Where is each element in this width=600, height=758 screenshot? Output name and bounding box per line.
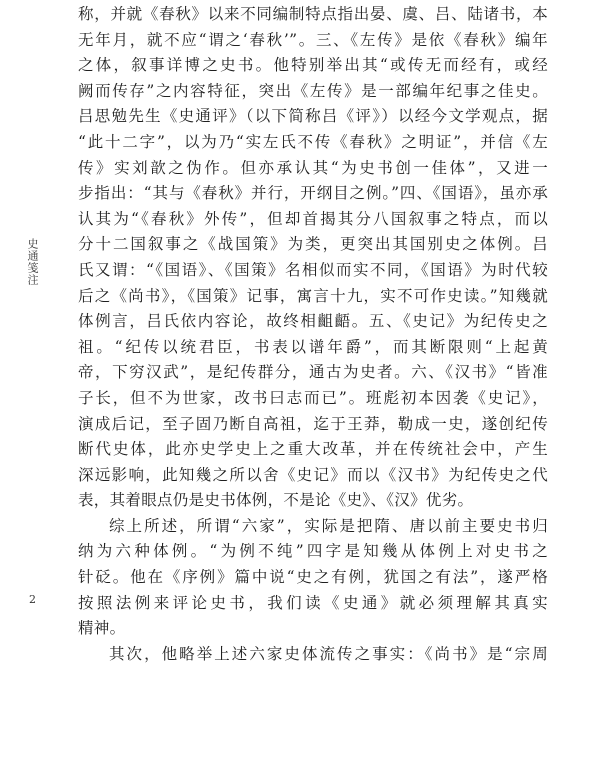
text-line: 认其为“《春秋》外传”，但却首揭其分八国叙事之特点，而以 xyxy=(78,209,548,228)
text-line: “此十二字”，以为乃“实左氏不传《春秋》之明证”，并信《左 xyxy=(78,132,548,151)
text-line: 按照法例来评论史书，我们读《史通》就必须理解其真实 xyxy=(78,593,548,612)
text-line: 阙而传存”之内容特征，突出《左传》是一部编年纪事之佳史。 xyxy=(78,81,548,100)
text-line: 体例言，吕氏依内容论，故终相齟齬。五、《史记》为纪传史之 xyxy=(78,312,548,331)
text-line: 断代史体，此亦史学史上之重大改革，并在传统社会中，产生 xyxy=(78,440,548,459)
text-line: 传》实刘歆之伪作。但亦承认其“为史书创一佳体”，又进一 xyxy=(78,158,548,177)
text-line: 步指出：“其与《春秋》并行，开纲目之例。”四、《国语》，虽亦承 xyxy=(78,184,548,203)
text-line: 无年月，就不应“谓之‘春秋’”。三、《左传》是依《春秋》编年 xyxy=(78,30,548,49)
text-line: 吕思勉先生《史通评》（以下简称吕《评》）以经今文学观点，据 xyxy=(78,107,548,126)
running-title: 史通笺注 xyxy=(26,238,39,286)
text-line: 纳为六种体例。“为例不纯”四字是知幾从体例上对史书之 xyxy=(78,542,548,561)
text-line: 表，其着眼点仍是史书体例，不是论《史》、《汉》优劣。 xyxy=(78,491,474,510)
text-line: 精神。 xyxy=(78,619,126,638)
text-line: 针砭。他在《序例》篇中说“史之有例，犹国之有法”，遂严格 xyxy=(78,568,548,587)
text-line: 帝，下穷汉武”，是纪传群分，通古为史者。六、《汉书》“皆准 xyxy=(78,363,548,382)
text-line: 之体，叙事详博之史书。他特别举出其“或传无而经有，或经 xyxy=(78,56,548,75)
text-line: 子长，但不为世家，改书曰志而已”。班彪初本因袭《史记》， xyxy=(78,388,548,407)
text-line: 其次，他略举上述六家史体流传之事实：《尚书》是“宗周 xyxy=(109,644,548,663)
text-line: 深远影响，此知幾之所以舍《史记》而以《汉书》为纪传史之代 xyxy=(78,465,548,484)
text-line: 氏又谓：“《国语》、《国策》名相似而实不同，《国语》为时代较 xyxy=(78,260,548,279)
text-line: 称，并就《春秋》以来不同编制特点指出晏、虞、吕、陆诸书，本 xyxy=(78,5,548,23)
text-line: 后之《尚书》，《国策》记事，寓言十九，实不可作史读。”知幾就 xyxy=(78,286,548,305)
text-line: 演成后记，至子固乃断自高祖，迄于王莽，勒成一史，遂创纪传 xyxy=(78,414,548,433)
text-line: 祖。“纪传以统君臣，书表以谱年爵”，而其断限则“上起黄 xyxy=(78,337,548,356)
text-line: 分十二国叙事之《战国策》为类，更突出其国别史之体例。吕 xyxy=(78,235,548,254)
text-line: 综上所述，所谓“六家”，实际是把隋、唐以前主要史书归 xyxy=(109,516,548,535)
page-number: 2 xyxy=(29,593,36,606)
body-text xyxy=(78,2,548,667)
